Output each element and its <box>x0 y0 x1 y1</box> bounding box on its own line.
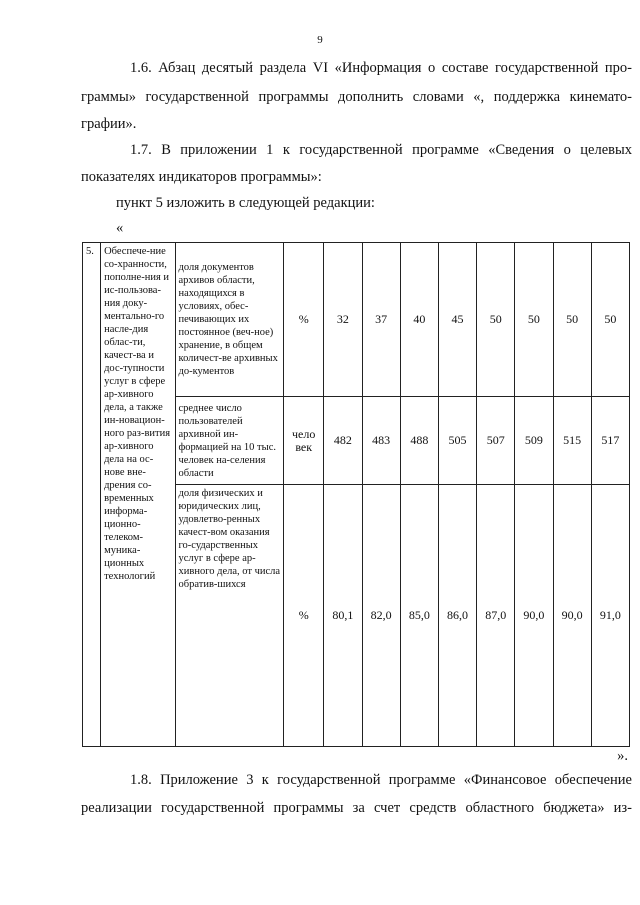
para-item-5: пункт 5 изложить в следующей редакции: <box>116 195 375 211</box>
unit-cell: % <box>284 243 324 397</box>
value-cell: 82,0 <box>362 485 400 747</box>
value-cell: 87,0 <box>477 485 515 747</box>
row-number-cell: 5. <box>83 243 101 747</box>
value-cell: 50 <box>591 243 629 397</box>
para-1-7-line-1: 1.7. В приложении 1 к государственной программе «Сведения о целевых <box>130 142 632 158</box>
value-cell: 515 <box>553 397 591 485</box>
para-1-8-line-2: реализации государственной программы за счет средств областного бюджета» из- <box>81 800 632 816</box>
para-1-6-line-3: графии». <box>81 116 137 132</box>
para-1-6-line-2: граммы» государственной программы дополнить словами «, поддержка кинемато- <box>81 89 632 105</box>
value-cell: 50 <box>515 243 553 397</box>
value-cell: 505 <box>438 397 476 485</box>
indicator-name-cell: среднее число пользователей архивной ин-формацией на 10 тыс. человек на-селения области <box>175 397 284 485</box>
value-cell: 80,1 <box>324 485 362 747</box>
value-cell: 517 <box>591 397 629 485</box>
row-name-cell: Обеспече-ние со-хранности, пополне-ния и ис-пользова-ния доку-ментально-го насле-дия облас-ти, качест-ва и дос-тупности услуг в сфере ар-хивного дела, а также ин-новацион-ного раз-вития ар-хивного дела на ос-нове вне-дрения со-временных информа-ционно-телеком-муника-ционных технологий <box>101 243 175 747</box>
value-cell: 50 <box>477 243 515 397</box>
value-cell: 509 <box>515 397 553 485</box>
value-cell: 50 <box>553 243 591 397</box>
opening-quote: « <box>116 220 124 236</box>
para-1-8-line-1: 1.8. Приложение 3 к государственной программе «Финансовое обеспечение <box>130 772 632 788</box>
table-row <box>83 243 630 397</box>
value-cell: 507 <box>477 397 515 485</box>
para-1-7-line-2: показателях индикаторов программы»: <box>81 169 322 185</box>
value-cell: 483 <box>362 397 400 485</box>
value-cell: 40 <box>400 243 438 397</box>
indicator-table <box>82 242 630 747</box>
unit-cell: % <box>284 485 324 747</box>
unit-cell: чело век <box>284 397 324 485</box>
value-cell: 91,0 <box>591 485 629 747</box>
value-cell: 37 <box>362 243 400 397</box>
value-cell: 85,0 <box>400 485 438 747</box>
indicator-name-cell: доля физических и юридических лиц, удовлетво-ренных качест-вом оказания го-сударственных услуг в сфере ар-хивного дела, от числа обратив-шихся <box>175 485 284 747</box>
value-cell: 488 <box>400 397 438 485</box>
value-cell: 32 <box>324 243 362 397</box>
indicator-name-cell: доля документов архивов области, находящихся в условиях, обес-печивающих их постоянное (веч-ное) хранение, в общем количест-ве архивных до-кументов <box>175 243 284 397</box>
page-number: 9 <box>317 34 323 46</box>
value-cell: 86,0 <box>438 485 476 747</box>
value-cell: 90,0 <box>553 485 591 747</box>
value-cell: 45 <box>438 243 476 397</box>
closing-quote: ». <box>617 748 628 764</box>
value-cell: 90,0 <box>515 485 553 747</box>
value-cell: 482 <box>324 397 362 485</box>
para-1-6-line-1: 1.6. Абзац десятый раздела VI «Информация о составе государственной про- <box>130 60 632 76</box>
